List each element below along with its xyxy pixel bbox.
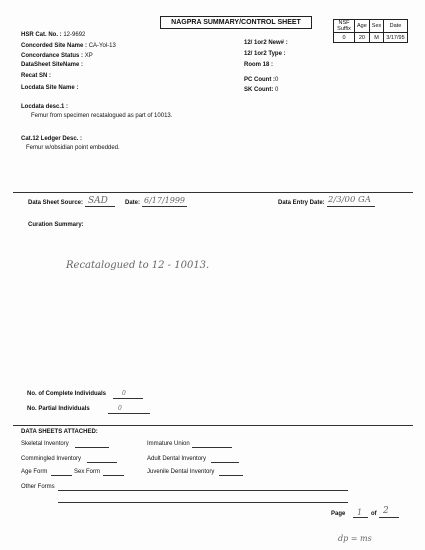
- date-handwritten: 6/17/1999: [144, 196, 186, 205]
- type: 12/ 1or2 Type :: [244, 51, 286, 57]
- page-total-line: [379, 517, 399, 518]
- recat-sn: Recat SN :: [21, 73, 52, 79]
- adult-dental-inventory: Adult Dental Inventory: [147, 456, 207, 462]
- page-label: Page: [331, 511, 346, 517]
- ledger-desc-label: Cat.12 Ledger Desc. :: [21, 136, 83, 142]
- entry-date-handwritten: 2/3/00 GA: [328, 195, 371, 205]
- date-line: [142, 206, 187, 207]
- commingled-line: [87, 462, 117, 463]
- immature-union: Immature Union: [147, 441, 190, 447]
- entry-date-line: [327, 206, 375, 207]
- date-header: Date: [384, 20, 407, 33]
- sex-form: Sex Form: [74, 469, 101, 475]
- page-current-line: [353, 517, 368, 518]
- age-form-line: [51, 475, 72, 476]
- page-current: 1: [357, 508, 363, 517]
- date-value: 3/17/95: [384, 33, 407, 43]
- skeletal-line: [75, 447, 109, 448]
- other-forms-line: [58, 490, 348, 491]
- complete-line: [113, 398, 143, 399]
- new-number: 12/ 1or2 New# :: [244, 40, 288, 46]
- nsf-header: NSF Suffix: [334, 20, 355, 33]
- immature-line: [192, 447, 232, 448]
- locdata-desc-text: Femur from specimen recatalogued as part of 10013.: [31, 113, 173, 119]
- partial-individuals-label: No. Partial Individuals: [27, 406, 90, 412]
- age-header: Age: [355, 20, 370, 33]
- date-label: Date:: [125, 200, 141, 206]
- summary-table: [333, 19, 408, 43]
- adult-dental-line: [211, 462, 239, 463]
- source-handwritten: SAD: [88, 196, 108, 206]
- divider: [13, 425, 413, 426]
- partial-line: [108, 413, 150, 414]
- pc-count: PC Count :0: [244, 77, 279, 83]
- locdata-site-name: Locdata Site Name :: [21, 85, 79, 91]
- complete-value: 0: [122, 390, 126, 397]
- source-line: [85, 206, 115, 207]
- data-sheet-source-label: Data Sheet Source:: [28, 200, 84, 206]
- sex-form-line: [103, 475, 124, 476]
- divider: [13, 192, 413, 193]
- commingled-inventory: Commingled Inventory: [21, 456, 82, 462]
- page-total: 2: [383, 506, 389, 516]
- footer-handwritten-note: dp = ms: [338, 534, 372, 543]
- ledger-desc-text: Femur w/obsidian point embedded.: [26, 145, 120, 151]
- sheet-title: NAGPRA SUMMARY/CONTROL SHEET: [160, 16, 312, 29]
- nsf-value: 0: [334, 33, 355, 43]
- page-of-label: of: [371, 511, 377, 517]
- concorded-site-name: Concorded Site Name : CA-Yol-13: [21, 43, 116, 49]
- room: Room 18 :: [244, 62, 274, 68]
- concordance-status: Concordance Status : XP: [21, 53, 93, 59]
- juvenile-dental-line: [219, 475, 243, 476]
- complete-individuals-label: No. of Complete Individuals: [27, 391, 107, 397]
- sk-count: SK Count: 0: [244, 87, 279, 93]
- other-forms: Other Forms: [21, 484, 55, 490]
- sex-header: Sex: [369, 20, 383, 33]
- juvenile-dental-inventory: Juvenile Dental Inventory: [147, 469, 215, 475]
- age-form: Age Form: [21, 469, 48, 475]
- sex-value: M: [369, 33, 383, 43]
- data-sheets-attached-label: DATA SHEETS ATTACHED:: [21, 429, 98, 435]
- curation-handwritten: Recatalogued to 12 - 10013.: [66, 260, 210, 271]
- data-entry-date-label: Data Entry Date:: [278, 200, 325, 206]
- locdata-desc-label: Locdata desc.1 :: [21, 104, 69, 110]
- partial-value: 0: [118, 405, 122, 412]
- other-forms-line-2: [58, 502, 348, 503]
- skeletal-inventory: Skeletal Inventory: [21, 441, 69, 447]
- curation-summary-label: Curation Summary:: [28, 222, 84, 228]
- datasheet-site-name: DataSheet SiteName :: [21, 62, 84, 68]
- hsr-cat-no: HSR Cat. No. : 12-9692: [21, 32, 86, 38]
- age-value: 20: [355, 33, 370, 43]
